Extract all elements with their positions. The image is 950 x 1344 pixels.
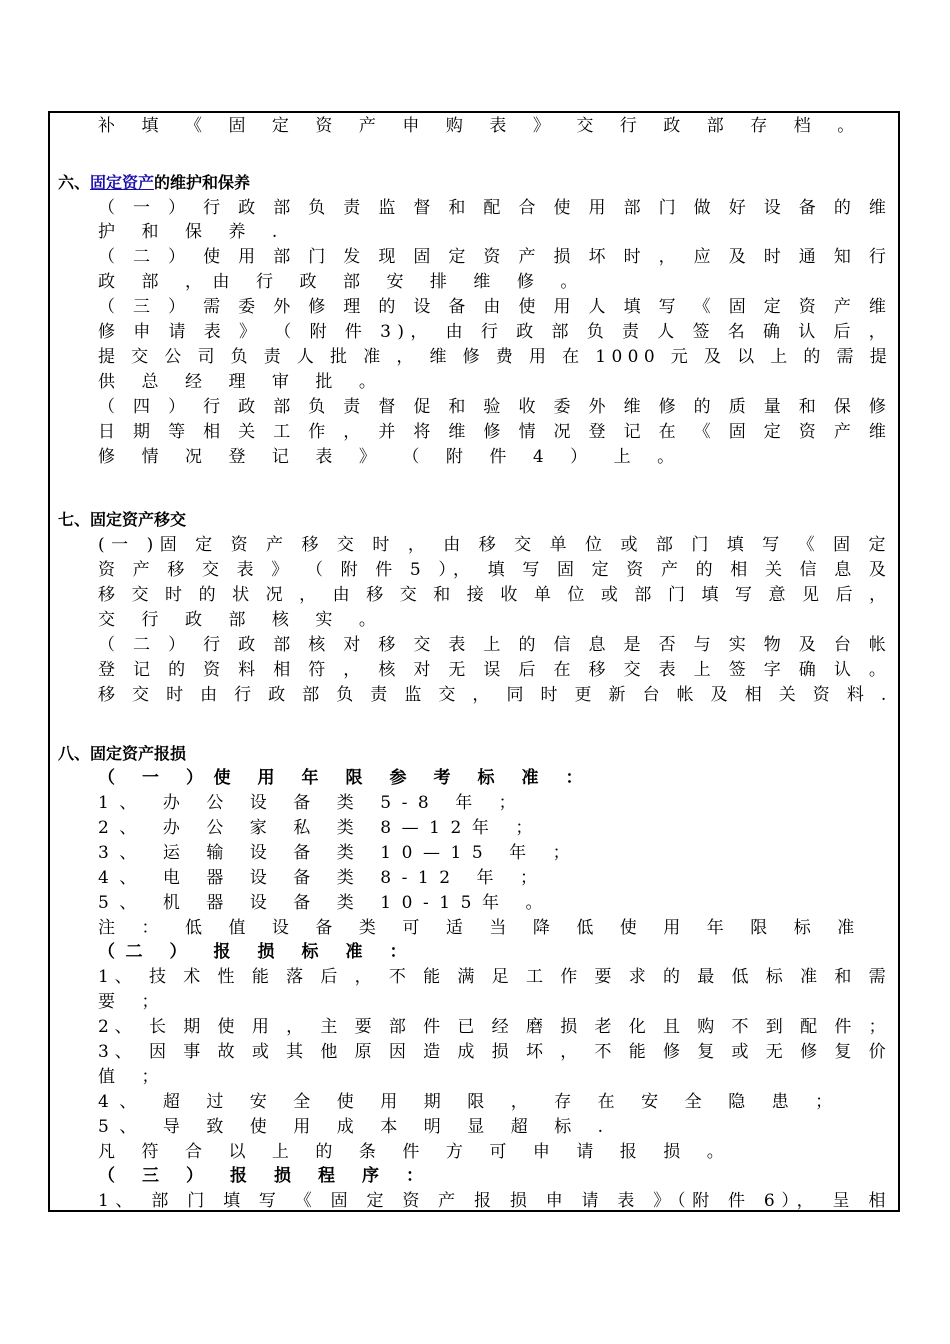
list-item: 要 ； (98, 992, 170, 1012)
list-item: 3、 因 事 故 或 其 他 原 因 造 成 损 坏 ， 不 能 修 复 或 无 修 复 价 (98, 1042, 892, 1062)
list-item: 1、 办 公 设 备 类 5-8 年 ； (98, 793, 527, 813)
text-line: 修 申 请 表 》 （ 附 件 3)， 由 行 政 部 负 责 人 签 名 确 认 后 ， (98, 322, 893, 342)
text-line: （ 二 ） 行 政 部 核 对 移 交 表 上 的 信 息 是 否 与 实 物 及 台 帐 (98, 635, 893, 655)
text-line: 移 交 时 由 行 政 部 负 责 监 交 ， 同 时 更 新 台 帐 及 相 关 资 料 . (98, 685, 893, 705)
subheading-scrap-procedure: （ 三 ） 报 损 程 序 ： (98, 1166, 434, 1186)
subheading-usage-life: （ 一 ）使 用 年 限 参 考 标 准 ： (98, 768, 594, 788)
list-item: 2、 办 公 家 私 类 8—12年 ； (98, 818, 543, 838)
text-line: （ 三 ） 需 委 外 修 理 的 设 备 由 使 用 人 填 写 《 固 定 资 产 维 (98, 297, 893, 317)
section-7-heading: 七、固定资产移交 (58, 510, 187, 529)
subheading-scrap-criteria: （二 ） 报 损 标 准 ： (98, 942, 418, 962)
text-line: 修 情 况 登 记 表 》 （ 附 件 4 ） 上 。 (98, 447, 685, 467)
section-6-number: 六、 (58, 173, 91, 192)
list-item: 5、 机 器 设 备 类 10-15年 。 (98, 893, 553, 913)
list-item: 3、 运 输 设 备 类 10—15 年 ； (98, 843, 581, 863)
text-line: 移 交 时 的 状 况 ， 由 移 交 和 接 收 单 位 或 部 门 填 写 意 见 后 ， (98, 585, 892, 605)
list-item: 1、 部 门 填 写 《 固 定 资 产 报 损 申 请 表 》（附 件 6）， 呈 相 (98, 1191, 893, 1211)
text-line: （ 一 ） 行 政 部 负 责 监 督 和 配 合 使 用 部 门 做 好 设 备 的 维 (98, 198, 893, 218)
text-line: 资 产 移 交 表 》 （ 附 件 5 ）， 填 写 固 定 资 产 的 相 关 信 息 及 (98, 560, 893, 580)
list-item: 1、 技 术 性 能 落 后 ， 不 能 满 足 工 作 要 求 的 最 低 标 准 和 需 (98, 967, 892, 987)
text-line: 凡 符 合 以 上 的 条 件 方 可 申 请 报 损 。 (98, 1142, 735, 1162)
text-line: 护 和 保 养 . (98, 222, 288, 242)
text-line: 供 总 经 理 审 批 。 (98, 372, 387, 392)
section-8-heading: 八、固定资产报损 (58, 744, 187, 763)
list-item: 4、 电 器 设 备 类 8-12 年 ； (98, 868, 548, 888)
text-line: 交 行 政 部 核 实 。 (98, 610, 387, 630)
list-item: 5、 导 致 使 用 成 本 明 显 超 标 . (98, 1117, 614, 1137)
text-line: 补 填 《 固 定 资 产 申 购 表 》 交 行 政 部 存 档 。 (98, 116, 865, 136)
list-item: 值 ； (98, 1067, 170, 1087)
text-line: 政 部 ，由 行 政 部 安 排 维 修 。 (98, 272, 588, 292)
list-item: 4、 超 过 安 全 使 用 期 限 ， 存 在 安 全 隐 患 ； (98, 1092, 843, 1112)
text-line: （ 四 ） 行 政 部 负 责 督 促 和 验 收 委 外 维 修 的 质 量 和 保 修 (98, 397, 893, 417)
section-6-title-rest: 的维护和保养 (154, 173, 251, 192)
text-line: 登 记 的 资 料 相 符 ， 核 对 无 误 后 在 移 交 表 上 签 字 确 认 。 (98, 660, 893, 680)
note-line: 注 ： 低 值 设 备 类 可 适 当 降 低 使 用 年 限 标 准 (98, 918, 865, 938)
text-line: 日 期 等 相 关 工 作 ， 并 将 维 修 情 况 登 记 在 《 固 定 资 产 维 (98, 422, 893, 442)
text-line: (一 )固 定 资 产 移 交 时 ， 由 移 交 单 位 或 部 门 填 写 《 固 定 (98, 535, 893, 555)
text-line: （ 二 ） 使 用 部 门 发 现 固 定 资 产 损 坏 时 ， 应 及 时 通 知 行 (98, 247, 893, 267)
text-line: 提 交 公 司 负 责 人 批 准 ， 维 修 费 用 在 1000 元 及 以 上 的 需 提 (98, 347, 893, 367)
list-item: 2、 长 期 使 用 ， 主 要 部 件 已 经 磨 损 老 化 且 购 不 到 配 件 ； (98, 1017, 892, 1037)
section-6-heading (58, 172, 250, 194)
fixed-assets-link[interactable]: 固定资产 (90, 173, 155, 192)
